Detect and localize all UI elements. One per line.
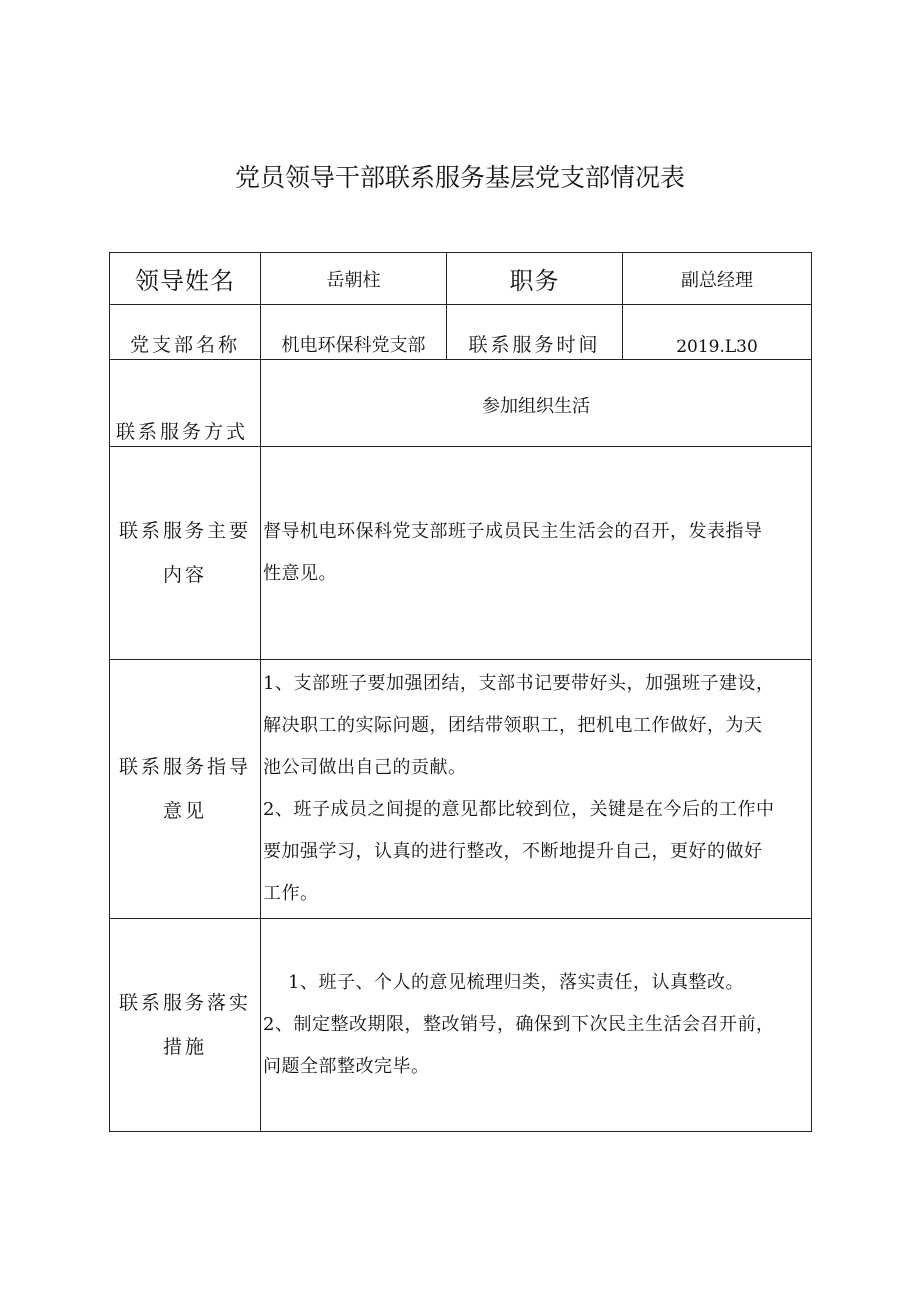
measures-line: 2、制定整改期限，整改销号，确保到下次民主生活会召开前， [263,1014,775,1035]
main-content-cell [261,447,812,660]
guidance-line: 解决职工的实际问题，团结带领职工，把机电工作做好，为天 [263,715,763,736]
service-time-value: 2019.L30 [623,305,812,360]
table-row-content [110,447,812,660]
main-content-line: 督导机电环保科党支部班子成员民主生活会的召开，发表指导 [263,521,763,542]
guidance-label-line1: 联系服务指导 [118,756,251,778]
info-table [109,252,812,1132]
guidance-line: 工作。 [263,883,319,904]
position-label: 职务 [447,253,623,305]
table-row-branch [110,305,812,360]
guidance-label [110,660,261,919]
branch-name-label: 党支部名称 [110,305,261,360]
measures-line: 问题全部整改完毕。 [263,1056,430,1077]
table-row-guidance [110,660,812,919]
page-title: 党员领导干部联系服务基层党支部情况表 [234,163,685,192]
main-content-label-line1: 联系服务主要 [118,520,251,542]
main-content-line: 性意见。 [263,563,337,584]
measures-cell [261,919,812,1132]
leader-name-label: 领导姓名 [110,253,261,305]
guidance-cell [261,660,812,919]
guidance-line: 池公司做出自己的贡献。 [263,757,467,778]
measures-label [110,919,261,1132]
table-row-mode [110,360,812,447]
table-row-measures [110,919,812,1132]
main-content-label [110,447,261,660]
leader-name-value: 岳朝柱 [261,253,447,305]
service-mode-label: 联系服务方式 [110,360,261,447]
service-time-label: 联系服务时间 [447,305,623,360]
guidance-line: 要加强学习，认真的进行整改，不断地提升自己，更好的做好 [263,841,763,862]
guidance-line: 2、班子成员之间提的意见都比较到位，关键是在今后的工作中 [263,799,775,820]
guidance-label-line2: 意见 [162,800,207,822]
main-content-label-line2: 内容 [162,564,207,586]
measures-line: 1、班子、个人的意见梳理归类，落实责任，认真整改。 [288,972,744,993]
measures-label-line1: 联系服务落实 [118,992,251,1014]
guidance-line: 1、支部班子要加强团结，支部书记要带好头，加强班子建设， [263,673,775,694]
measures-label-line2: 措施 [162,1036,207,1058]
table-row-leader [110,253,812,305]
position-value: 副总经理 [623,253,812,305]
service-mode-value: 参加组织生活 [482,396,590,417]
branch-name-value: 机电环保科党支部 [261,305,447,360]
service-mode-cell [261,360,812,447]
